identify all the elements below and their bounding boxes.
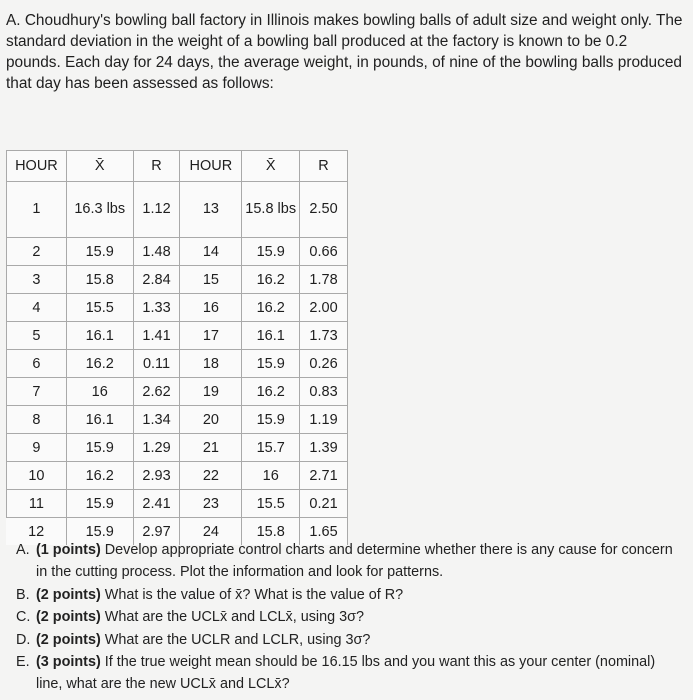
cell-range: 1.19 (300, 406, 348, 434)
question-points: (2 points) (36, 609, 101, 626)
cell-xbar: 16.2 (242, 378, 300, 406)
table-row (7, 238, 348, 266)
table-row (7, 294, 348, 322)
cell-hour: 11 (7, 490, 67, 518)
question-d (16, 629, 684, 651)
cell-xbar: 16.1 (66, 406, 133, 434)
data-table (6, 150, 348, 545)
cell-hour: 1 (7, 182, 67, 238)
cell-range: 2.93 (133, 462, 180, 490)
cell-hour: 14 (180, 238, 242, 266)
cell-xbar: 15.7 (242, 434, 300, 462)
cell-xbar: 15.9 (66, 238, 133, 266)
cell-range: 1.12 (133, 182, 180, 238)
cell-range: 0.26 (300, 350, 348, 378)
question-points: (3 points) (36, 654, 101, 671)
table-row (7, 266, 348, 294)
question-e (16, 651, 684, 696)
cell-hour: 7 (7, 378, 67, 406)
cell-hour: 5 (7, 322, 67, 350)
header-xbar: X̄ (242, 151, 300, 182)
cell-xbar: 16 (66, 378, 133, 406)
cell-range: 1.34 (133, 406, 180, 434)
cell-xbar: 15.8 (242, 518, 300, 546)
cell-xbar: 16.1 (66, 322, 133, 350)
cell-hour: 6 (7, 350, 67, 378)
cell-hour: 13 (180, 182, 242, 238)
cell-hour: 17 (180, 322, 242, 350)
question-points: (2 points) (36, 586, 101, 603)
table-row (7, 350, 348, 378)
cell-hour: 16 (180, 294, 242, 322)
header-hour: HOUR (180, 151, 242, 182)
cell-hour: 24 (180, 518, 242, 546)
cell-xbar: 15.5 (66, 294, 133, 322)
question-text: If the true weight mean should be 16.15 lbs and you want this as your center (nominal) line, what are the new UCLx̄ and LCLx̄? (36, 654, 656, 693)
cell-hour: 4 (7, 294, 67, 322)
table-row (7, 434, 348, 462)
cell-hour: 18 (180, 350, 242, 378)
cell-range: 1.78 (300, 266, 348, 294)
cell-hour: 19 (180, 378, 242, 406)
cell-range: 2.97 (133, 518, 180, 546)
cell-hour: 10 (7, 462, 67, 490)
table-row (7, 490, 348, 518)
question-b (16, 584, 684, 606)
cell-xbar: 16.2 (242, 266, 300, 294)
cell-range: 1.41 (133, 322, 180, 350)
cell-xbar: 16 (242, 462, 300, 490)
cell-range: 1.39 (300, 434, 348, 462)
cell-range: 1.65 (300, 518, 348, 546)
question-label: E. (16, 654, 30, 671)
cell-xbar: 15.9 (242, 238, 300, 266)
header-range: R (300, 151, 348, 182)
cell-xbar: 16.3 lbs (66, 182, 133, 238)
cell-hour: 2 (7, 238, 67, 266)
cell-range: 2.84 (133, 266, 180, 294)
question-text: What are the UCLR and LCLR, using 3σ? (104, 631, 371, 648)
cell-xbar: 16.2 (66, 350, 133, 378)
cell-range: 0.66 (300, 238, 348, 266)
cell-xbar: 15.9 (242, 350, 300, 378)
cell-xbar: 16.1 (242, 322, 300, 350)
cell-xbar: 15.9 (242, 406, 300, 434)
question-a (16, 539, 684, 584)
cell-hour: 20 (180, 406, 242, 434)
question-points: (1 points) (36, 542, 101, 558)
cell-hour: 22 (180, 462, 242, 490)
problem-statement: A. Choudhury's bowling ball factory in Illinois makes bowling balls of adult size and weight only. The standard deviation in the weight of a bowling ball produced at the factory is known to be 0.2 pounds. Each day for 24 days, the average weight, in pounds, of nine of the bowling balls produced that day has been assessed as follows: (6, 12, 683, 92)
question-label: B. (16, 586, 30, 603)
cell-xbar: 15.8 lbs (242, 182, 300, 238)
question-text: Develop appropriate control charts and determine whether there is any cause for concern in the cutting process. Plot the information and look for patterns. (36, 542, 673, 581)
question-list (16, 539, 684, 696)
cell-range: 2.50 (300, 182, 348, 238)
cell-hour: 12 (7, 518, 67, 546)
cell-xbar: 16.2 (66, 462, 133, 490)
cell-range: 1.33 (133, 294, 180, 322)
header-xbar: X̄ (66, 151, 133, 182)
table-row (7, 406, 348, 434)
question-label: C. (16, 609, 31, 626)
table-row (7, 378, 348, 406)
table-row (7, 322, 348, 350)
cell-range: 0.83 (300, 378, 348, 406)
cell-range: 1.48 (133, 238, 180, 266)
question-label: A. (16, 542, 30, 558)
cell-hour: 21 (180, 434, 242, 462)
cell-range: 2.41 (133, 490, 180, 518)
header-hour: HOUR (7, 151, 67, 182)
question-text: What are the UCLx̄ and LCLx̄, using 3σ? (104, 609, 365, 626)
cell-xbar: 15.8 (66, 266, 133, 294)
table-row (7, 462, 348, 490)
cell-range: 2.00 (300, 294, 348, 322)
cell-range: 1.29 (133, 434, 180, 462)
cell-range: 0.11 (133, 350, 180, 378)
cell-range: 2.71 (300, 462, 348, 490)
cell-range: 1.73 (300, 322, 348, 350)
cell-hour: 3 (7, 266, 67, 294)
question-points: (2 points) (36, 631, 101, 648)
cell-range: 2.62 (133, 378, 180, 406)
cell-xbar: 15.9 (66, 518, 133, 546)
cell-hour: 15 (180, 266, 242, 294)
cell-xbar: 15.5 (242, 490, 300, 518)
header-range: R (133, 151, 180, 182)
cell-hour: 23 (180, 490, 242, 518)
question-c (16, 606, 684, 628)
cell-range: 0.21 (300, 490, 348, 518)
cell-hour: 9 (7, 434, 67, 462)
table-row (7, 182, 348, 238)
cell-xbar: 15.9 (66, 490, 133, 518)
cell-xbar: 15.9 (66, 434, 133, 462)
table-header-row (7, 151, 348, 182)
question-label: D. (16, 631, 31, 648)
question-text: What is the value of x̄? What is the value of R? (104, 586, 404, 603)
cell-hour: 8 (7, 406, 67, 434)
cell-xbar: 16.2 (242, 294, 300, 322)
